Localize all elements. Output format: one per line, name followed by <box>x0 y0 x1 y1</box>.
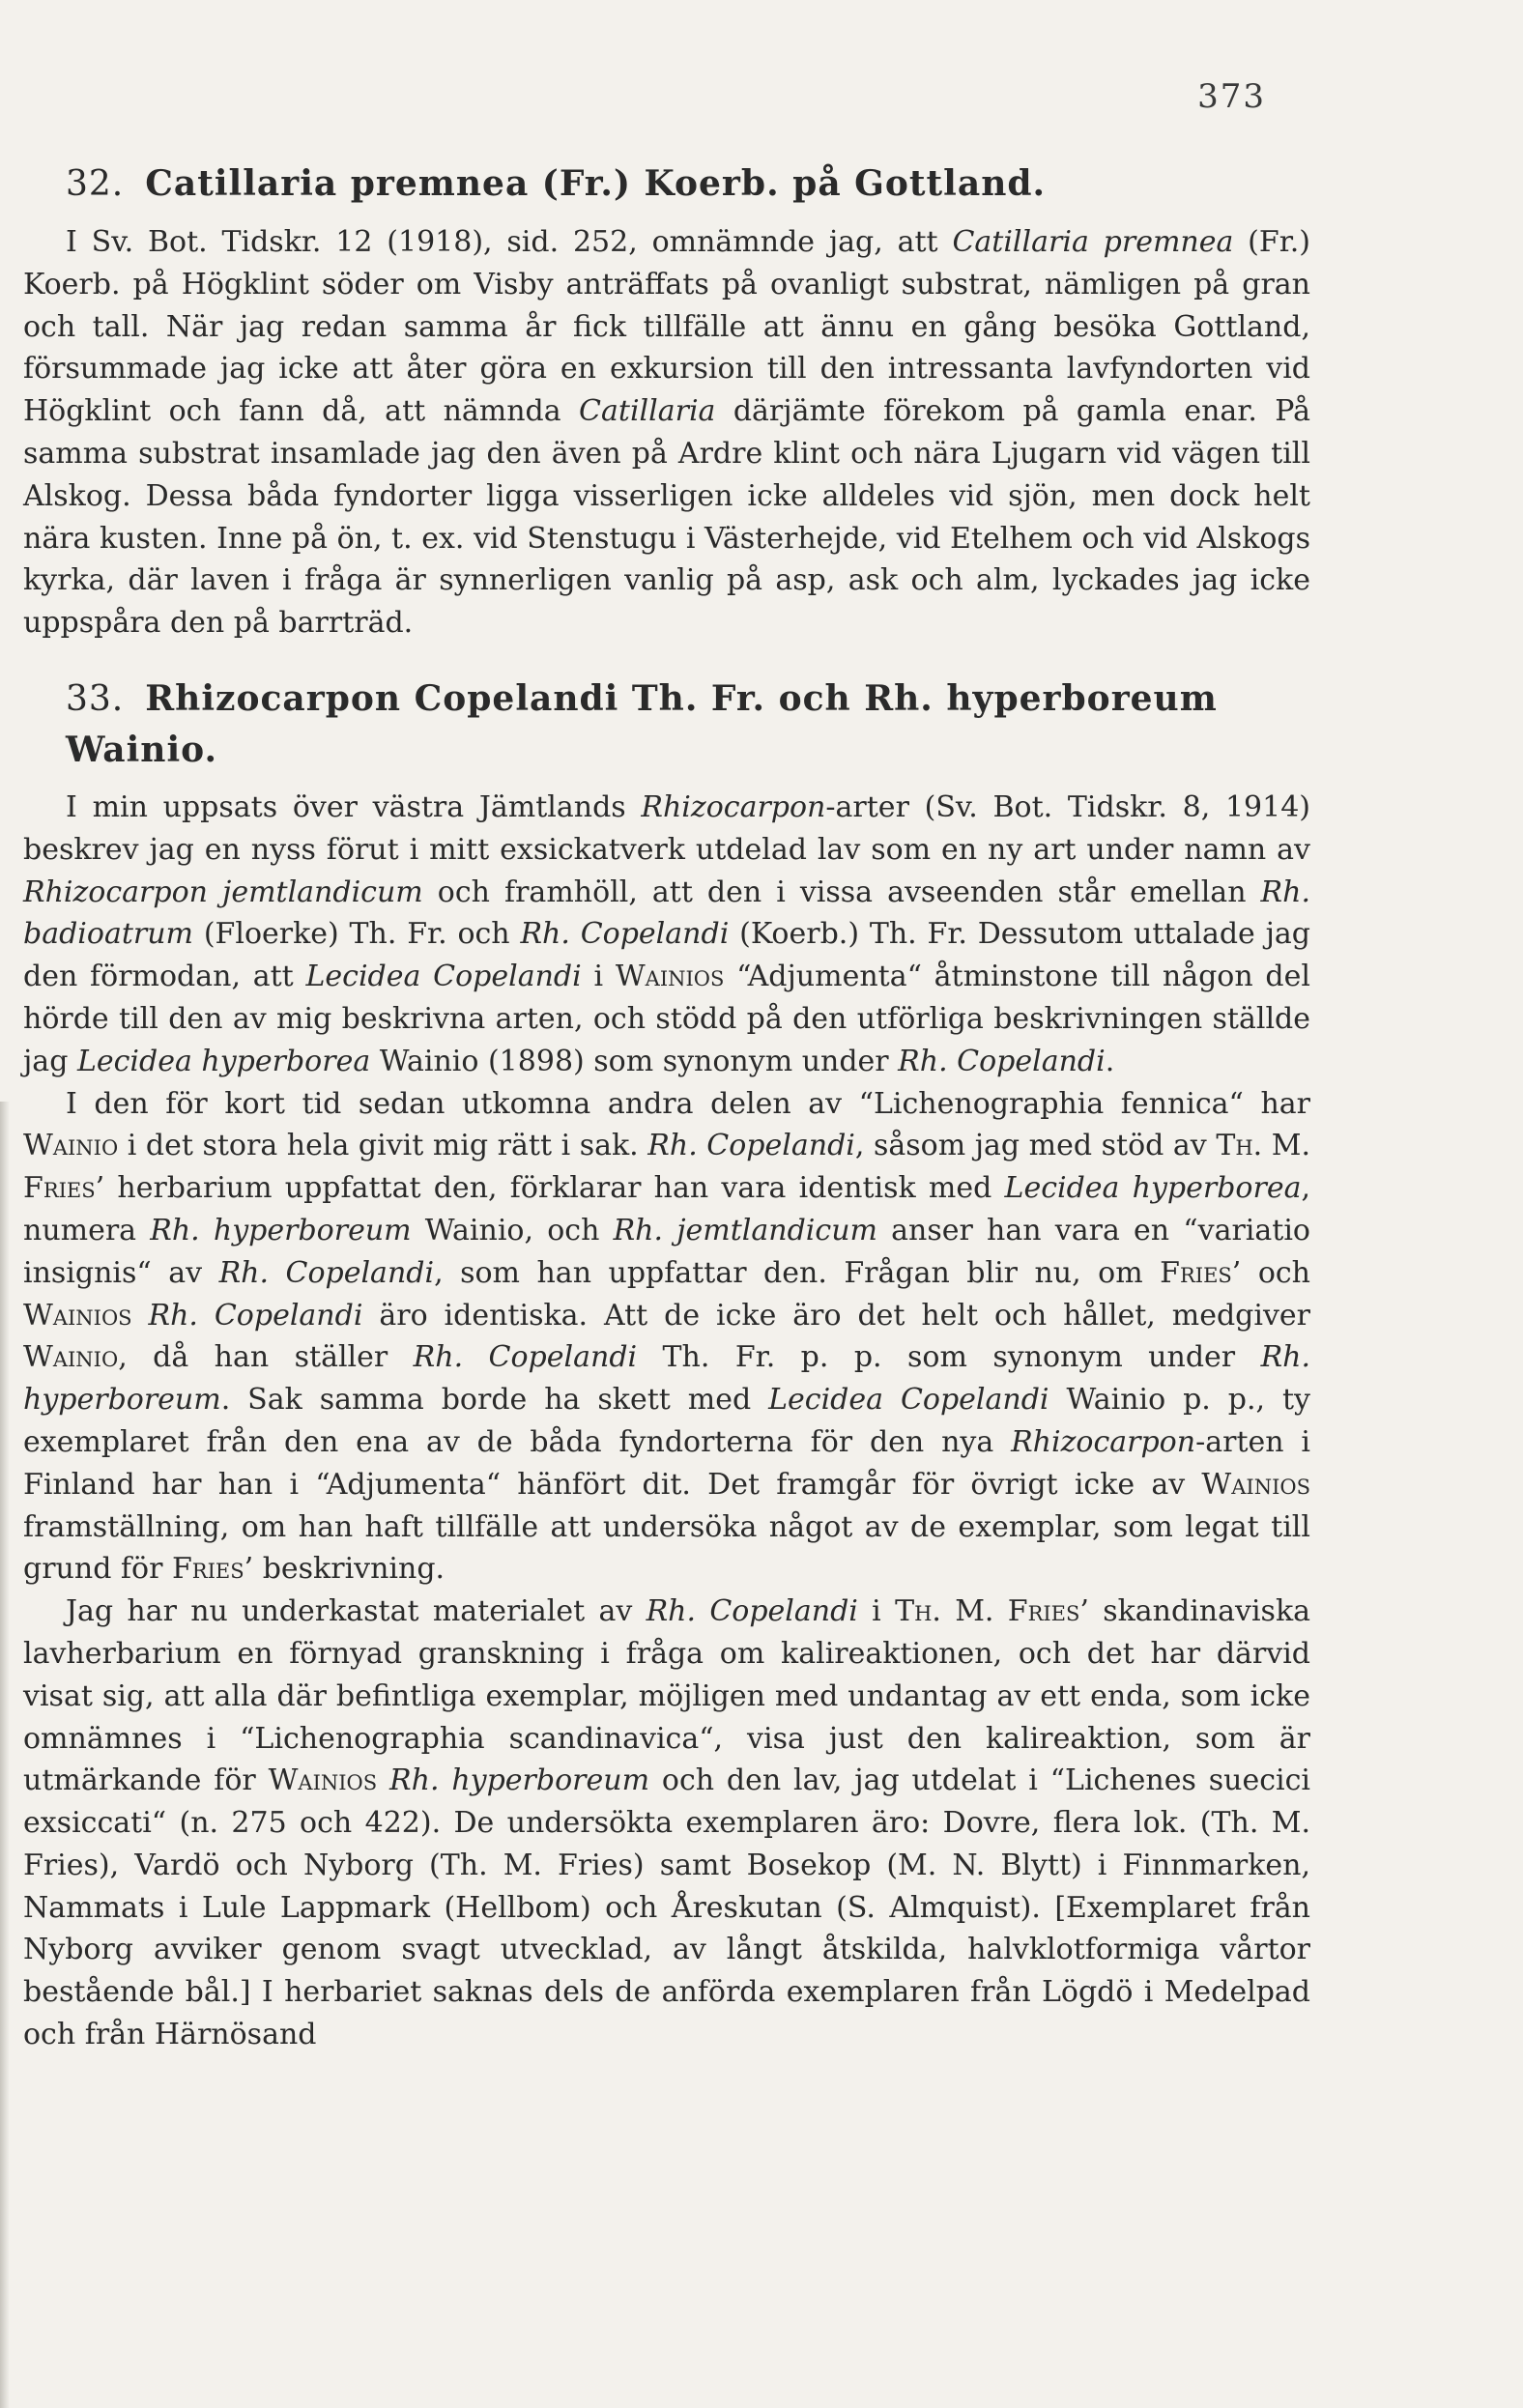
section-title: Catillaria premnea (Fr.) Koerb. på Gottland. <box>145 163 1047 204</box>
paragraph: Jag har nu underkastat materialet av Rh. Copelandi i Th. M. Fries’ skandinaviska lavherbarium en förnyad granskning i fråga om kalireaktionen, och det har därvid visat sig, att alla där befintliga exemplar, möjligen med undantag av ett enda, som icke omnämnes i “Lichenographia scandinavica“, visa just den kalireaktion, som är utmärkande för Wainios Rh. hyperboreum och den lav, jag utdelat i “Lichenes suecici exsiccati“ (n. 275 och 422). De undersökta exemplaren äro: Dovre, flera lok. (Th. M. Fries), Vardö och Nyborg (Th. M. Fries) samt Bosekop (M. N. Blytt) i Finnmarken, Nammats i Lule Lappmark (Hellbom) och Åreskutan (S. Almquist). [Exemplaret från Nyborg avviker genom svagt utvecklad, av långt åtskilda, halvklotformiga vårtor bestående bål.] I herbariet saknas dels de anförda exemplaren från Lögdö i Medelpad och från Härnösand <box>23 1594 1311 2052</box>
paragraph: I den för kort tid sedan utkomna andra delen av “Lichenographia fennica“ har Wainio i det stora hela givit mig rätt i sak. Rh. Copelandi, såsom jag med stöd av Th. M. Fries’ herbarium uppfattat den, förklarar han vara identisk med Lecidea hyperborea, numera Rh. hyperboreum Wainio, och Rh. jemtlandicum anser han vara en “variatio insignis“ av Rh. Copelandi, som han uppfattar den. Frågan blir nu, om Fries’ och Wainios Rh. Copelandi äro identiska. Att de icke äro det helt och hållet, medgiver Wainio, då han ställer Rh. Copelandi Th. Fr. p. p. som synonym under Rh. hyperboreum. Sak samma borde ha skett med Lecidea Copelandi Wainio p. p., ty exemplaret från den ena av de båda fyndorterna för den nya Rhizocarpon-arten i Finland har han i “Adjumenta“ hänfört dit. Det framgår för övrigt icke av Wainios framställning, om han haft tillfälle att undersöka något av de exemplar, som legat till grund för Fries’ beskrivning. <box>23 1086 1311 1587</box>
paragraph: I Sv. Bot. Tidskr. 12 (1918), sid. 252, omnämnde jag, att Catillaria premnea (Fr.) Koerb. på Högklint söder om Visby anträffats på ovanligt substrat, nämligen på gran och tall. När jag redan samma år fick tillfälle att ännu en gång besöka Gottland, försummade jag icke att åter göra en exkursion till den intressanta lavfyndorten vid Högklint och fann då, att nämnda Catillaria därjämte förekom på gamla enar. På samma substrat insamlade jag den även på Ardre klint och nära Ljugarn vid vägen till Alskog. Dessa båda fyndorter ligga visserligen icke alldeles vid sjön, men dock helt nära kusten. Inne på ön, t. ex. vid Stenstugu i Västerhejde, vid Etelhem och vid Alskogs kyrka, där laven i fråga är synnerligen vanlig på asp, ask och alm, lyckades jag icke uppspåra den på barrträd. <box>23 225 1310 641</box>
section-32-heading <box>23 158 1310 210</box>
section-number: 32. <box>66 164 125 204</box>
section-33-heading <box>23 674 1310 775</box>
page-body <box>23 158 1310 2056</box>
section-title: Rhizocarpon Copelandi Th. Fr. och Rh. hyperboreum Wainio. <box>66 677 1218 770</box>
section-number: 33. <box>66 678 125 719</box>
paragraph: I min uppsats över västra Jämtlands Rhizocarpon-arter (Sv. Bot. Tidskr. 8, 1914) beskrev jag en nyss förut i mitt exsickatverk utdelad lav som en ny art under namn av Rhizocarpon jemtlandicum och framhöll, att den i vissa avseenden står emellan Rh. badioatrum (Floerke) Th. Fr. och Rh. Copelandi (Koerb.) Th. Fr. Dessutom uttalade jag den förmodan, att Lecidea Copelandi i Wainios “Adjumenta“ åtminstone till någon del hörde till den av mig beskrivna arten, och stödd på den utförliga beskrivningen ställde jag Lecidea hyperborea Wainio (1898) som synonym under Rh. Copelandi. <box>23 789 1310 1078</box>
page-number: 373 <box>1197 77 1266 116</box>
page-binding-shadow <box>0 1102 10 2408</box>
